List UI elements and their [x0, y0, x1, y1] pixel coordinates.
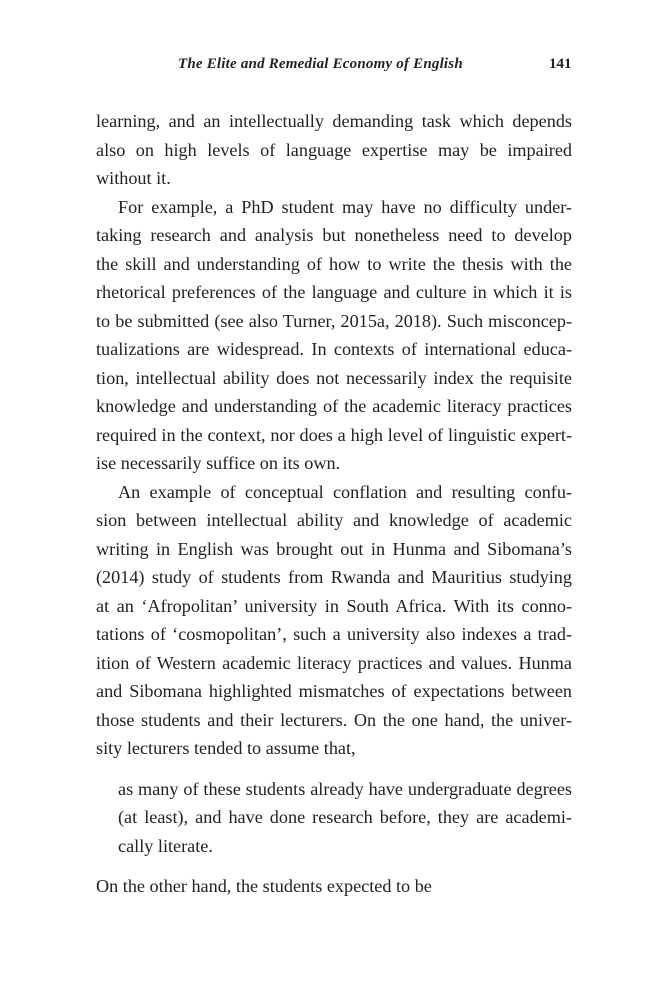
text-line: (2014) study of students from Rwanda and Mauritius studying	[96, 567, 572, 587]
quote-line: (at least), and have done research before, they are academi-	[118, 807, 572, 827]
text-line: taking research and analysis but nonetheless need to develop	[96, 225, 572, 245]
paragraph	[96, 193, 572, 478]
text-line: sion between intellectual ability and knowledge of academic	[96, 510, 572, 530]
quote-line: cally literate.	[118, 835, 213, 856]
text-line: ise necessarily suffice on its own.	[96, 453, 341, 473]
paragraph	[96, 872, 572, 901]
text-line: tualizations are widespread. In contexts of international educa-	[96, 339, 572, 359]
text-line: knowledge and understanding of the academic literacy practices	[96, 396, 572, 416]
text-line: learning, and an intellectually demanding task which depends	[96, 111, 572, 131]
running-title: The Elite and Remedial Economy of English	[178, 56, 463, 72]
text-line: those students and their lecturers. On the one hand, the univer-	[96, 709, 572, 730]
text-line: writing in English was brought out in Hunma and Sibomana’s	[96, 538, 572, 559]
text-line: On the other hand, the students expected to be	[96, 876, 432, 896]
text-line: to be submitted (see also Turner, 2015a, 2018). Such misconcep-	[96, 310, 572, 331]
text-line: ition of Western academic literacy practices and values. Hunma	[96, 652, 572, 673]
text-line: sity lecturers tended to assume that,	[96, 738, 356, 758]
text-line: without it.	[96, 168, 171, 188]
page-number: 141	[549, 56, 572, 72]
body-text	[96, 107, 572, 901]
block-quote	[118, 775, 572, 861]
text-line: rhetorical preferences of the language and culture in which it is	[96, 282, 572, 302]
text-line: For example, a PhD student may have no difficulty under-	[118, 196, 572, 217]
text-line: tion, intellectual ability does not necessarily index the requisite	[96, 367, 572, 388]
paragraph	[96, 107, 572, 193]
paragraph	[96, 478, 572, 763]
text-line: and Sibomana highlighted mismatches of expectations between	[96, 681, 572, 701]
text-line: at an ‘Afropolitan’ university in South Africa. With its conno-	[96, 595, 572, 616]
text-line: the skill and understanding of how to write the thesis with the	[96, 253, 572, 274]
running-head	[0, 56, 650, 78]
text-line: An example of conceptual conflation and resulting confu-	[118, 481, 572, 502]
text-line: also on high levels of language expertise may be impaired	[96, 139, 572, 160]
text-line: tations of ‘cosmopolitan’, such a university also indexes a trad-	[96, 624, 572, 644]
text-line: required in the context, nor does a high level of linguistic expert-	[96, 424, 572, 445]
quote-line: as many of these students already have undergraduate degrees	[118, 778, 572, 799]
